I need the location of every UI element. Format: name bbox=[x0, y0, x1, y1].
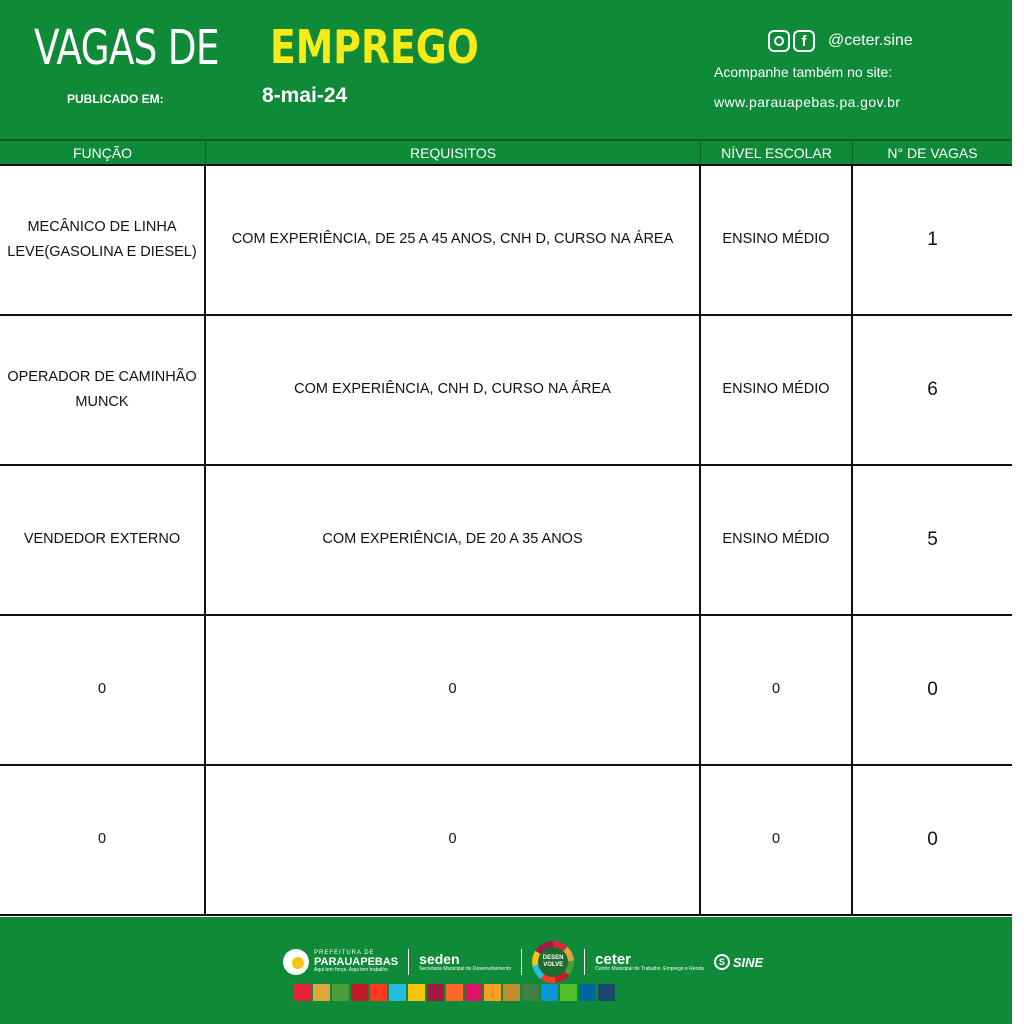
table-row bbox=[0, 166, 1012, 316]
seden-name: seden bbox=[419, 951, 460, 968]
cell-funcao: 0 bbox=[0, 766, 206, 914]
instagram-icon[interactable] bbox=[768, 30, 790, 52]
social-handle[interactable]: @ceter.sine bbox=[828, 32, 913, 49]
ods-goal-icon bbox=[351, 984, 368, 1001]
follow-text: Acompanhe também no site: bbox=[714, 64, 893, 80]
sine-emblem-icon: S bbox=[714, 954, 730, 970]
ods-goal-icon bbox=[427, 984, 444, 1001]
column-header-vagas: N° DE VAGAS bbox=[887, 144, 978, 161]
column-header-funcao: FUNÇÃO bbox=[0, 141, 206, 164]
cell-requisitos: COM EXPERIÊNCIA, DE 25 A 45 ANOS, CNH D, CURSO NA ÁREA bbox=[206, 166, 701, 314]
ods-goal-icon bbox=[294, 984, 311, 1001]
cell-vagas: 0 bbox=[927, 829, 938, 851]
cell-funcao: VENDEDOR EXTERNO bbox=[0, 466, 206, 614]
header-banner bbox=[0, 0, 1012, 141]
ceter-logo bbox=[595, 952, 704, 973]
prefeitura-name: PARAUAPEBAS bbox=[314, 955, 399, 968]
cell-funcao: MECÂNICO DE LINHA LEVE(GASOLINA E DIESEL) bbox=[0, 166, 206, 314]
ods-goal-icon bbox=[522, 984, 539, 1001]
prefeitura-logo bbox=[283, 949, 398, 975]
desenvolve-logo bbox=[532, 941, 574, 983]
ods-goal-icon bbox=[465, 984, 482, 1001]
sine-name: SINE bbox=[732, 954, 764, 970]
logo-divider bbox=[521, 949, 522, 975]
published-label: PUBLICADO EM: bbox=[67, 92, 164, 106]
cell-nivel-escolar: 0 bbox=[701, 616, 853, 764]
website-link[interactable]: www.parauapebas.pa.gov.br bbox=[714, 94, 901, 110]
social-links bbox=[768, 30, 913, 52]
ods-goal-icon bbox=[560, 984, 577, 1001]
published-date: 8-mai-24 bbox=[262, 84, 348, 107]
logo-divider bbox=[408, 949, 409, 975]
logo-divider bbox=[584, 949, 585, 975]
ods-goal-icon bbox=[389, 984, 406, 1001]
column-header-nivel-escolar: NÍVEL ESCOLAR bbox=[701, 141, 853, 164]
cell-vagas: 6 bbox=[927, 379, 938, 401]
ods-goal-icon bbox=[503, 984, 520, 1001]
ods-goal-icon bbox=[332, 984, 349, 1001]
job-table bbox=[0, 166, 1012, 916]
cell-vagas: 5 bbox=[927, 529, 938, 551]
ods-goal-icon bbox=[370, 984, 387, 1001]
ods-goals-strip bbox=[294, 984, 615, 1001]
table-row bbox=[0, 316, 1012, 466]
table-header bbox=[0, 141, 1012, 166]
cell-funcao: OPERADOR DE CAMINHÃO MUNCK bbox=[0, 316, 206, 464]
cell-requisitos: COM EXPERIÊNCIA, CNH D, CURSO NA ÁREA bbox=[206, 316, 701, 464]
ceter-name: ceter bbox=[595, 950, 631, 968]
prefeitura-emblem-icon bbox=[283, 949, 309, 975]
column-header-requisitos: REQUISITOS bbox=[206, 141, 701, 164]
seden-description: Secretaria Municipal de Desenvolvimento bbox=[419, 965, 512, 972]
ods-goal-icon bbox=[484, 984, 501, 1001]
table-row bbox=[0, 466, 1012, 616]
cell-nivel-escolar: ENSINO MÉDIO bbox=[701, 166, 853, 314]
ods-goal-icon bbox=[446, 984, 463, 1001]
cell-requisitos: 0 bbox=[206, 616, 701, 764]
ods-goal-icon bbox=[579, 984, 596, 1001]
ceter-description: Centro Municipal de Trabalho, Emprego e Renda bbox=[595, 966, 704, 973]
cell-nivel-escolar: ENSINO MÉDIO bbox=[701, 466, 853, 614]
cell-vagas: 1 bbox=[927, 229, 938, 251]
cell-vagas: 0 bbox=[927, 679, 938, 701]
cell-requisitos: COM EXPERIÊNCIA, DE 20 A 35 ANOS bbox=[206, 466, 701, 614]
ods-goal-icon bbox=[408, 984, 425, 1001]
facebook-icon[interactable]: f bbox=[793, 30, 815, 52]
cell-funcao: 0 bbox=[0, 616, 206, 764]
partner-logos bbox=[283, 941, 763, 983]
ods-goal-icon bbox=[541, 984, 558, 1001]
ods-goal-icon bbox=[598, 984, 615, 1001]
cell-nivel-escolar: 0 bbox=[701, 766, 853, 914]
sine-logo bbox=[714, 954, 763, 970]
prefeitura-small-label: PREFEITURA DE bbox=[314, 950, 375, 957]
prefeitura-slogan: Aqui tem força. Aqui tem trabalho bbox=[314, 967, 388, 974]
title-vagas-de: VAGAS DE bbox=[34, 20, 219, 76]
table-row bbox=[0, 766, 1012, 916]
desenvolve-label: DESEN VOLVE bbox=[538, 947, 568, 977]
cell-requisitos: 0 bbox=[206, 766, 701, 914]
cell-nivel-escolar: ENSINO MÉDIO bbox=[701, 316, 853, 464]
table-row bbox=[0, 616, 1012, 766]
seden-logo bbox=[419, 952, 511, 972]
ods-goal-icon bbox=[313, 984, 330, 1001]
title-emprego: EMPREGO bbox=[270, 20, 479, 74]
footer-banner bbox=[0, 917, 1012, 1024]
